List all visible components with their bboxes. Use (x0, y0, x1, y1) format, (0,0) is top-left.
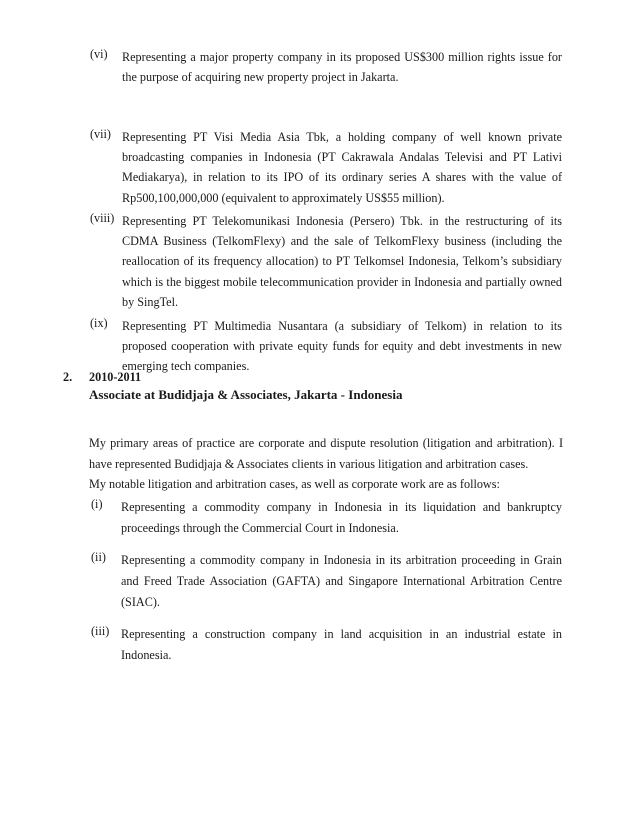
list-item-text: Representing a commodity company in Indonesia in its liquidation and bankruptcy proceedings through the Commercial Court in Indonesia. (121, 500, 562, 535)
list-item-text: Representing PT Visi Media Asia Tbk, a holding company of well known private broadcasting companies in Indonesia (PT Cakrawala Andalas Televisi and PT Lativi Mediakarya), in relation to its IPO of its ordinary series A shares with the value of Rp500,100,000,000 (equivalent to approximately US$55 million). (122, 130, 562, 205)
list-item-number: (viii) (90, 211, 115, 225)
list-item-vi (90, 47, 562, 87)
list-item-text: Representing PT Multimedia Nusantara (a subsidiary of Telkom) in relation to its proposed cooperation with private equity funds for equity and debt investments in new emerging tech companies. (122, 319, 562, 374)
list-item-viii (90, 211, 562, 312)
section-paragraph-practice: My primary areas of practice are corporate and dispute resolution (litigation and arbitration). I have represented Budidjaja & Associates clients in various litigation and arbitration cases. (89, 436, 563, 471)
list-item-number: (ii) (91, 550, 106, 564)
list-item-ix (90, 316, 562, 377)
list-item-text: Representing a commodity company in Indonesia in its arbitration proceeding in Grain and Freed Trade Association (GAFTA) and Singapore International Arbitration Centre (SIAC). (121, 553, 562, 609)
section-heading: Associate at Budidjaja & Associates, Jakarta - Indonesia (89, 387, 403, 402)
list-item-number: (iii) (91, 624, 110, 638)
list-item-iii (91, 624, 562, 666)
section-period: 2010-2011 (89, 370, 142, 384)
section-number: 2. (63, 370, 73, 384)
list-item-text: Representing PT Telekomunikasi Indonesia (Persero) Tbk. in the restructuring of its CDMA Business (TelkomFlexy) and the sale of TelkomFlexy business (including the reallocation of its frequency allocation) to PT Telkomsel Indonesia, Telkom’s subsidiary which is the biggest mobile telecommunication provider in Indonesia and partially owned by SingTel. (122, 214, 562, 309)
list-item-number: (ix) (90, 316, 108, 330)
list-item-ii (91, 550, 562, 613)
list-item-number: (vii) (90, 127, 111, 141)
list-item-number: (vi) (90, 47, 108, 61)
list-item-text: Representing a major property company in its proposed US$300 million rights issue for the purpose of acquiring new property project in Jakarta. (122, 50, 562, 85)
section-paragraph-intro: My notable litigation and arbitration cases, as well as corporate work are as follows: (89, 477, 500, 491)
list-item-text: Representing a construction company in land acquisition in an industrial estate in Indonesia. (121, 627, 562, 662)
list-item-vii (90, 127, 562, 208)
list-item-number: (i) (91, 497, 103, 511)
list-item-i (91, 497, 562, 539)
